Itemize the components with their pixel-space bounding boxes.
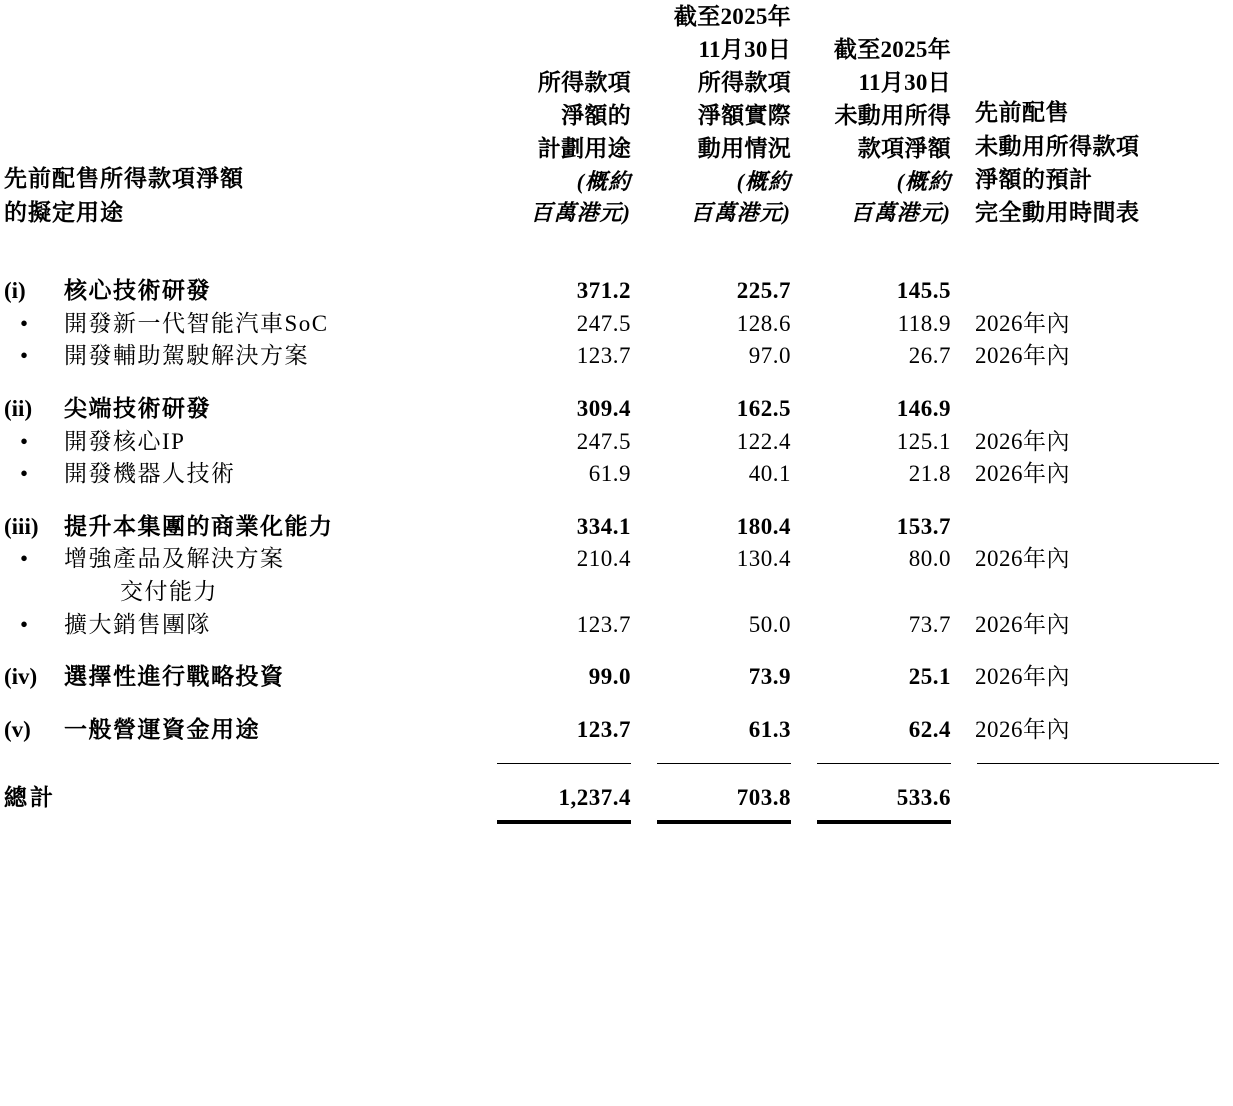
section-utilised: 225.7 [736,277,791,303]
header-col3-unit-2: 百萬港元) [850,200,951,226]
section-roman: (iv) [4,664,38,690]
empty-cell [485,576,645,609]
section-title: 提升本集團的商業化能力 [64,513,334,539]
table-row [0,543,1233,576]
section-roman: (i) [4,277,26,303]
item-label [0,543,485,576]
section-utilised: 73.9 [748,664,791,690]
section-planned: 99.0 [588,664,631,690]
header-col1-line-2: 淨額的 [561,103,631,129]
item-schedule: 2026年內 [975,310,1070,336]
section-schedule: 2026年內 [975,717,1070,743]
table-row [0,609,1233,642]
item-unutilised: 80.0 [908,546,951,572]
section-unutilised: 25.1 [908,664,951,690]
item-planned: 247.5 [576,310,631,336]
header-col3-line-4: 款項淨額 [857,136,951,162]
section-label [0,641,485,694]
item-unutilised: 118.9 [897,310,951,336]
table-row [0,426,1233,459]
table-row [0,641,1233,694]
item-utilised: 50.0 [748,611,791,637]
rule-line [497,820,631,824]
section-unutilised: 153.7 [896,513,951,539]
item-label [0,458,485,491]
total-rule [0,820,1233,824]
item-planned: 123.7 [576,611,631,637]
bullet-icon: • [20,310,29,336]
header-col3-line-3: 未動用所得 [834,103,951,129]
item-label-continuation [0,576,485,609]
item-schedule: 2026年內 [975,461,1070,487]
item-label [0,426,485,459]
bullet-icon: • [20,611,29,637]
table-row [0,255,1233,308]
item-unutilised: 26.7 [908,343,951,369]
section-planned: 334.1 [576,513,631,539]
item-label [0,340,485,373]
item-label [0,609,485,642]
section-label [0,491,485,544]
table-row [0,458,1233,491]
empty-cell [965,576,1233,609]
section-title: 一般營運資金用途 [64,717,260,743]
header-col1-unit-2: 百萬港元) [530,200,631,226]
header-col2-line-5: 動用情況 [697,136,791,162]
item-planned: 61.9 [588,461,631,487]
header-col1-line-3: 計劃用途 [537,136,631,162]
item-title: 增強產品及解決方案 [64,546,285,572]
table-row [0,308,1233,341]
section-planned: 309.4 [576,395,631,421]
header-label-cell [0,0,485,229]
header-col4-line-1: 先前配售 [975,100,1069,126]
item-utilised: 130.4 [736,546,791,572]
header-col2-unit-2: 百萬港元) [690,200,791,226]
section-title: 選擇性進行戰略投資 [64,664,285,690]
table-row [0,491,1233,544]
section-utilised: 61.3 [748,717,791,743]
section-label [0,373,485,426]
section-roman: (v) [4,717,31,743]
item-title: 開發新一代智能汽車SoC [64,310,329,336]
empty-cell [805,576,965,609]
item-schedule: 2026年內 [975,611,1070,637]
item-title-continuation: 交付能力 [120,579,218,605]
section-planned: 123.7 [576,717,631,743]
item-utilised: 97.0 [748,343,791,369]
header-col2-line-2: 11月30日 [698,37,791,63]
bullet-icon: • [20,343,29,369]
header-col3 [805,0,965,229]
section-unutilised: 62.4 [908,717,951,743]
header-col3-line-1: 截至2025年 [833,37,951,63]
item-unutilised: 125.1 [896,428,951,454]
header-col4-line-3: 淨額的預計 [975,166,1093,192]
section-unutilised: 146.9 [896,395,951,421]
header-col4-line-4: 完全動用時間表 [975,199,1140,225]
item-schedule: 2026年內 [975,428,1070,454]
header-col3-line-2: 11月30日 [858,70,951,96]
item-title: 開發機器人技術 [64,461,236,487]
table-row [0,576,1233,609]
total-planned: 1,237.4 [558,784,631,810]
table-row [0,373,1233,426]
section-schedule [965,255,1233,308]
item-title: 開發輔助駕駛解決方案 [64,343,309,369]
item-utilised: 40.1 [748,461,791,487]
section-label [0,694,485,747]
header-col2-line-4: 淨額實際 [697,103,791,129]
header-label-line-2: 的擬定用途 [4,199,124,225]
section-roman: (ii) [4,395,33,421]
total-unutilised: 533.6 [896,784,951,810]
section-utilised: 180.4 [736,513,791,539]
section-label [0,255,485,308]
section-schedule [965,373,1233,426]
table-row [0,340,1233,373]
section-title: 尖端技術研發 [64,395,211,421]
section-utilised: 162.5 [736,395,791,421]
header-label-line-1: 先前配售所得款項淨額 [4,166,244,192]
section-unutilised: 145.5 [896,277,951,303]
header-col2 [645,0,805,229]
header-col4 [965,0,1233,229]
header-col1-unit-1: (概約 [576,168,631,194]
total-row [0,764,1233,821]
section-schedule: 2026年內 [975,664,1070,690]
header-col3-unit-1: (概約 [896,168,951,194]
section-title: 核心技術研發 [64,277,211,303]
item-schedule: 2026年內 [975,343,1070,369]
total-label: 總計 [4,784,56,810]
bullet-icon: • [20,546,29,572]
rule-line [657,820,791,824]
item-unutilised: 73.7 [908,611,951,637]
item-title: 擴大銷售團隊 [64,611,211,637]
item-label [0,308,485,341]
section-roman: (iii) [4,513,39,539]
header-col1-line-1: 所得款項 [537,70,631,96]
item-utilised: 122.4 [736,428,791,454]
header-col2-line-3: 所得款項 [697,70,791,96]
item-planned: 247.5 [576,428,631,454]
item-title: 開發核心IP [64,428,186,454]
empty-cell [645,576,805,609]
bullet-icon: • [20,461,29,487]
bullet-icon: • [20,428,29,454]
item-planned: 123.7 [576,343,631,369]
total-utilised: 703.8 [736,784,791,810]
section-schedule [965,491,1233,544]
table-row [0,694,1233,747]
header-col2-line-1: 截至2025年 [673,4,791,29]
header-col2-unit-1: (概約 [736,168,791,194]
table-header-row [0,0,1233,229]
rule-line [817,820,951,824]
header-col4-line-2: 未動用所得款項 [975,133,1140,159]
spacer [0,747,1233,763]
item-utilised: 128.6 [736,310,791,336]
header-col1 [485,0,645,229]
section-planned: 371.2 [576,277,631,303]
item-schedule: 2026年內 [975,546,1070,572]
spacer [0,229,1233,255]
item-planned: 210.4 [576,546,631,572]
total-schedule [965,764,1233,821]
item-unutilised: 21.8 [908,461,951,487]
